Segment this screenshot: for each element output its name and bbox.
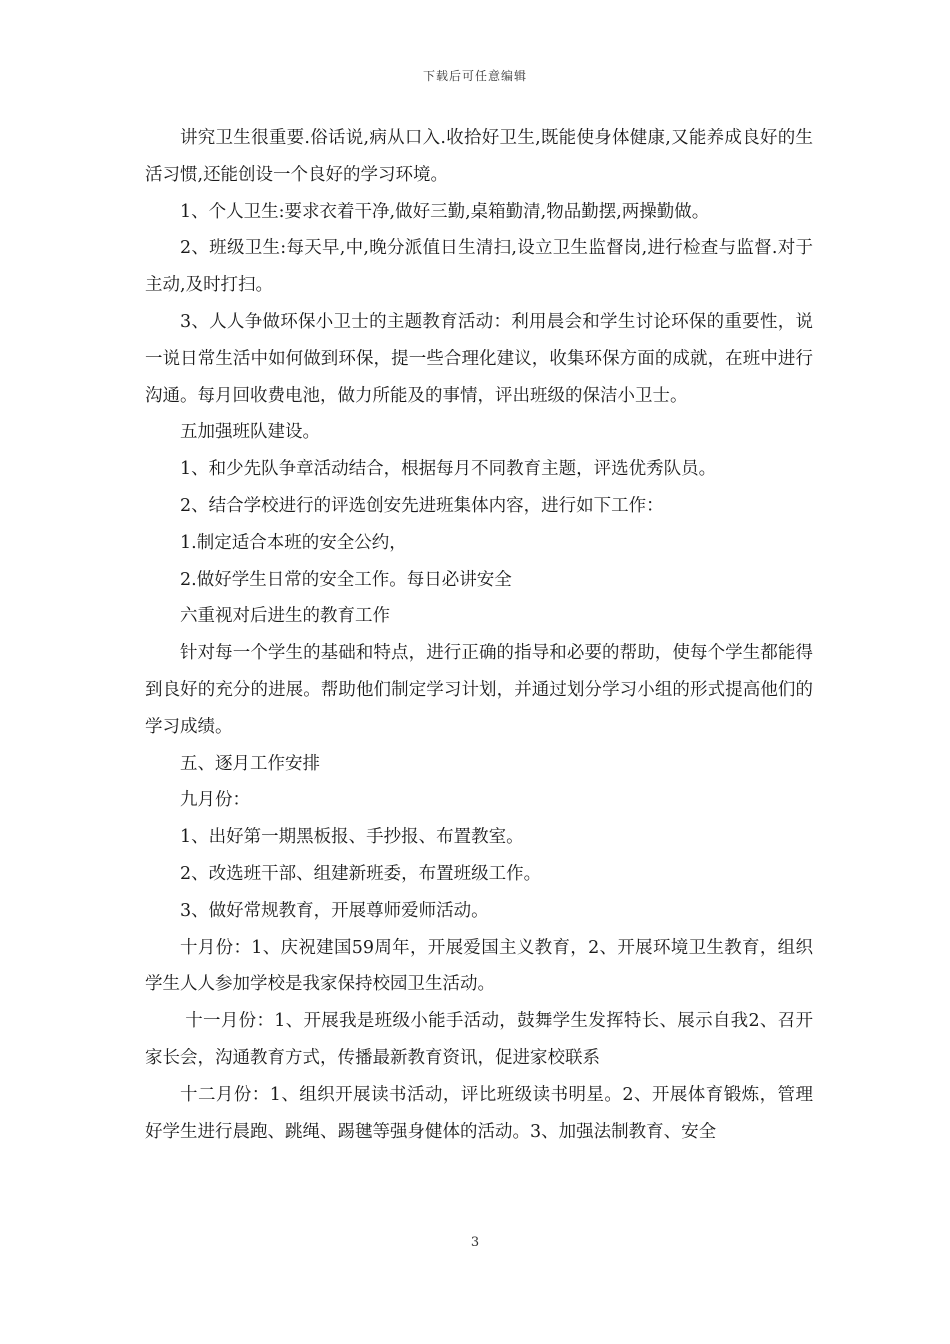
paragraph: 2、班级卫生:每天早,中,晚分派值日生清扫,设立卫生监督岗,进行检查与监督.对于主动,及时打扫。 <box>145 238 813 296</box>
month-heading: 九月份： <box>180 790 250 811</box>
document-body <box>145 120 813 1150</box>
paragraph: 1、个人卫生:要求衣着干净,做好三勤,桌箱勤清,物品勤摆,两操勤做。 <box>180 201 710 222</box>
page-number: 3 <box>470 1235 480 1250</box>
paragraph: 针对每一个学生的基础和特点，进行正确的指导和必要的帮助，使每个学生都能得到良好的充分的进展。帮助他们制定学习计划，并通过划分学习小组的形式提高他们的学习成绩。 <box>145 643 813 737</box>
list-item: 1、出好第一期黑板报、手抄报、布置教室。 <box>180 827 524 848</box>
page-header: 下载后可任意编辑 <box>422 69 527 83</box>
paragraph: 1、和少先队争章活动结合，根据每月不同教育主题，评选优秀队员。 <box>180 459 717 480</box>
paragraph: 讲究卫生很重要.俗话说,病从口入.收拾好卫生,既能使身体健康,又能养成良好的生活习惯,还能创设一个良好的学习环境。 <box>145 128 813 185</box>
paragraph: 2、结合学校进行的评选创安先进班集体内容，进行如下工作： <box>180 495 664 516</box>
section-heading: 五加强班队建设。 <box>180 422 320 443</box>
list-item: 1.制定适合本班的安全公约， <box>180 532 407 553</box>
section-heading: 六重视对后进生的教育工作 <box>180 606 390 627</box>
list-item: 3、做好常规教育，开展尊师爱师活动。 <box>180 900 489 921</box>
paragraph: 十一月份：1、开展我是班级小能手活动，鼓舞学生发挥特长、展示自我2、召开家长会，沟通教育方式，传播最新教育资讯，促进家校联系 <box>145 1011 813 1068</box>
paragraph: 十月份：1、庆祝建国59周年，开展爱国主义教育，2、开展环境卫生教育，组织学生人人参加学校是我家保持校园卫生活动。 <box>145 937 813 995</box>
paragraph: 3、人人争做环保小卫士的主题教育活动：利用晨会和学生讨论环保的重要性，说一说日常生活中如何做到环保，提一些合理化建议，收集环保方面的成就，在班中进行沟通。每月回收费电池，做力所能及的事情，评出班级的保洁小卫士。 <box>145 311 813 406</box>
list-item: 2.做好学生日常的安全工作。每日必讲安全 <box>180 569 512 590</box>
section-heading: 五、逐月工作安排 <box>180 753 320 774</box>
paragraph: 十二月份：1、组织开展读书活动，评比班级读书明星。2、开展体育锻炼，管理好学生进行晨跑、跳绳、踢毽等强身健体的活动。3、加强法制教育、安全 <box>145 1084 813 1142</box>
list-item: 2、改选班干部、组建新班委，布置班级工作。 <box>180 863 542 884</box>
